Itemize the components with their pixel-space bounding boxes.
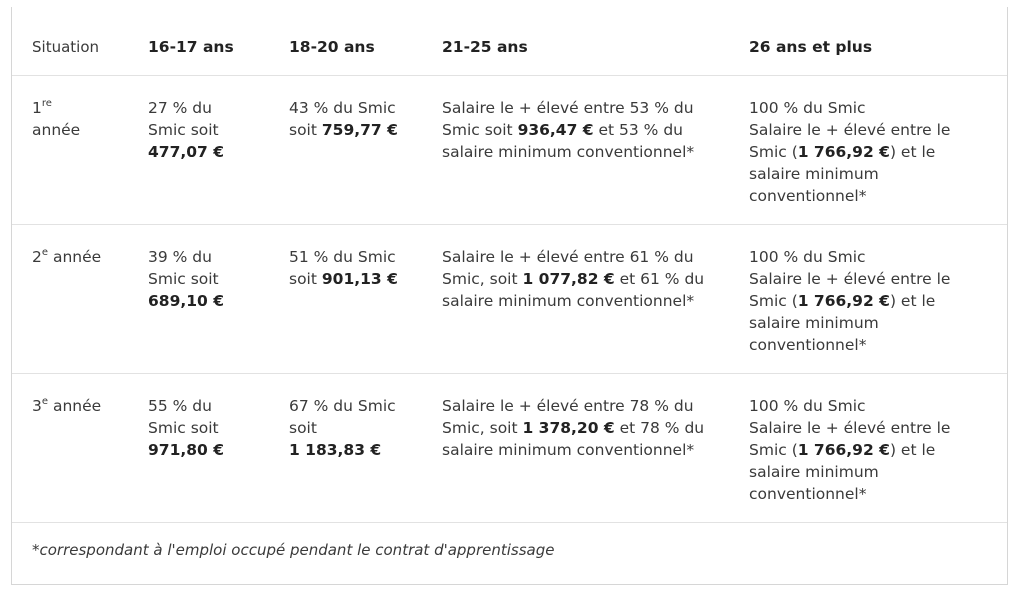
cell-26-plus: 100 % du Smic Salaire le + élevé entre le Smic (1 766,92 €) et le salaire minimum conventionnel* — [749, 99, 951, 205]
cell-26-plus: 100 % du Smic Salaire le + élevé entre le Smic (1 766,92 €) et le salaire minimum conventionnel* — [749, 248, 951, 354]
situation-cell: 3e année — [32, 396, 102, 415]
cell-21-25: Salaire le + élevé entre 53 % du Smic soit 936,47 € et 53 % du salaire minimum conventionnel* — [442, 99, 695, 161]
table-row — [12, 75, 1007, 225]
header-situation: Situation — [32, 38, 100, 56]
header-16-17: 16-17 ans — [148, 38, 234, 56]
cell-21-25: Salaire le + élevé entre 78 % du Smic, soit 1 378,20 € et 78 % du salaire minimum conventionnel* — [442, 397, 705, 459]
table-footnote: *correspondant à l'emploi occupé pendant le contrat d'apprentissage — [32, 541, 555, 559]
header-21-25: 21-25 ans — [442, 38, 528, 56]
situation-cell: 1re année — [32, 98, 81, 139]
header-26-plus: 26 ans et plus — [749, 38, 873, 56]
cell-18-20: 51 % du Smic soit 901,13 € — [289, 248, 398, 288]
cell-16-17: 55 % du Smic soit 971,80 € — [148, 397, 224, 459]
cell-21-25: Salaire le + élevé entre 61 % du Smic, soit 1 077,82 € et 61 % du salaire minimum conventionnel* — [442, 248, 705, 310]
cell-26-plus: 100 % du Smic Salaire le + élevé entre le Smic (1 766,92 €) et le salaire minimum conventionnel* — [749, 397, 951, 503]
salary-table — [11, 7, 1008, 585]
cell-16-17: 39 % du Smic soit 689,10 € — [148, 248, 224, 310]
table-row — [12, 373, 1007, 523]
header-18-20: 18-20 ans — [289, 38, 375, 56]
table-header-row — [12, 7, 1007, 76]
cell-16-17: 27 % du Smic soit 477,07 € — [148, 99, 224, 161]
cell-18-20: 43 % du Smic soit 759,77 € — [289, 99, 398, 139]
situation-cell: 2e année — [32, 247, 102, 266]
cell-18-20: 67 % du Smic soit 1 183,83 € — [289, 397, 396, 459]
table-row — [12, 224, 1007, 374]
